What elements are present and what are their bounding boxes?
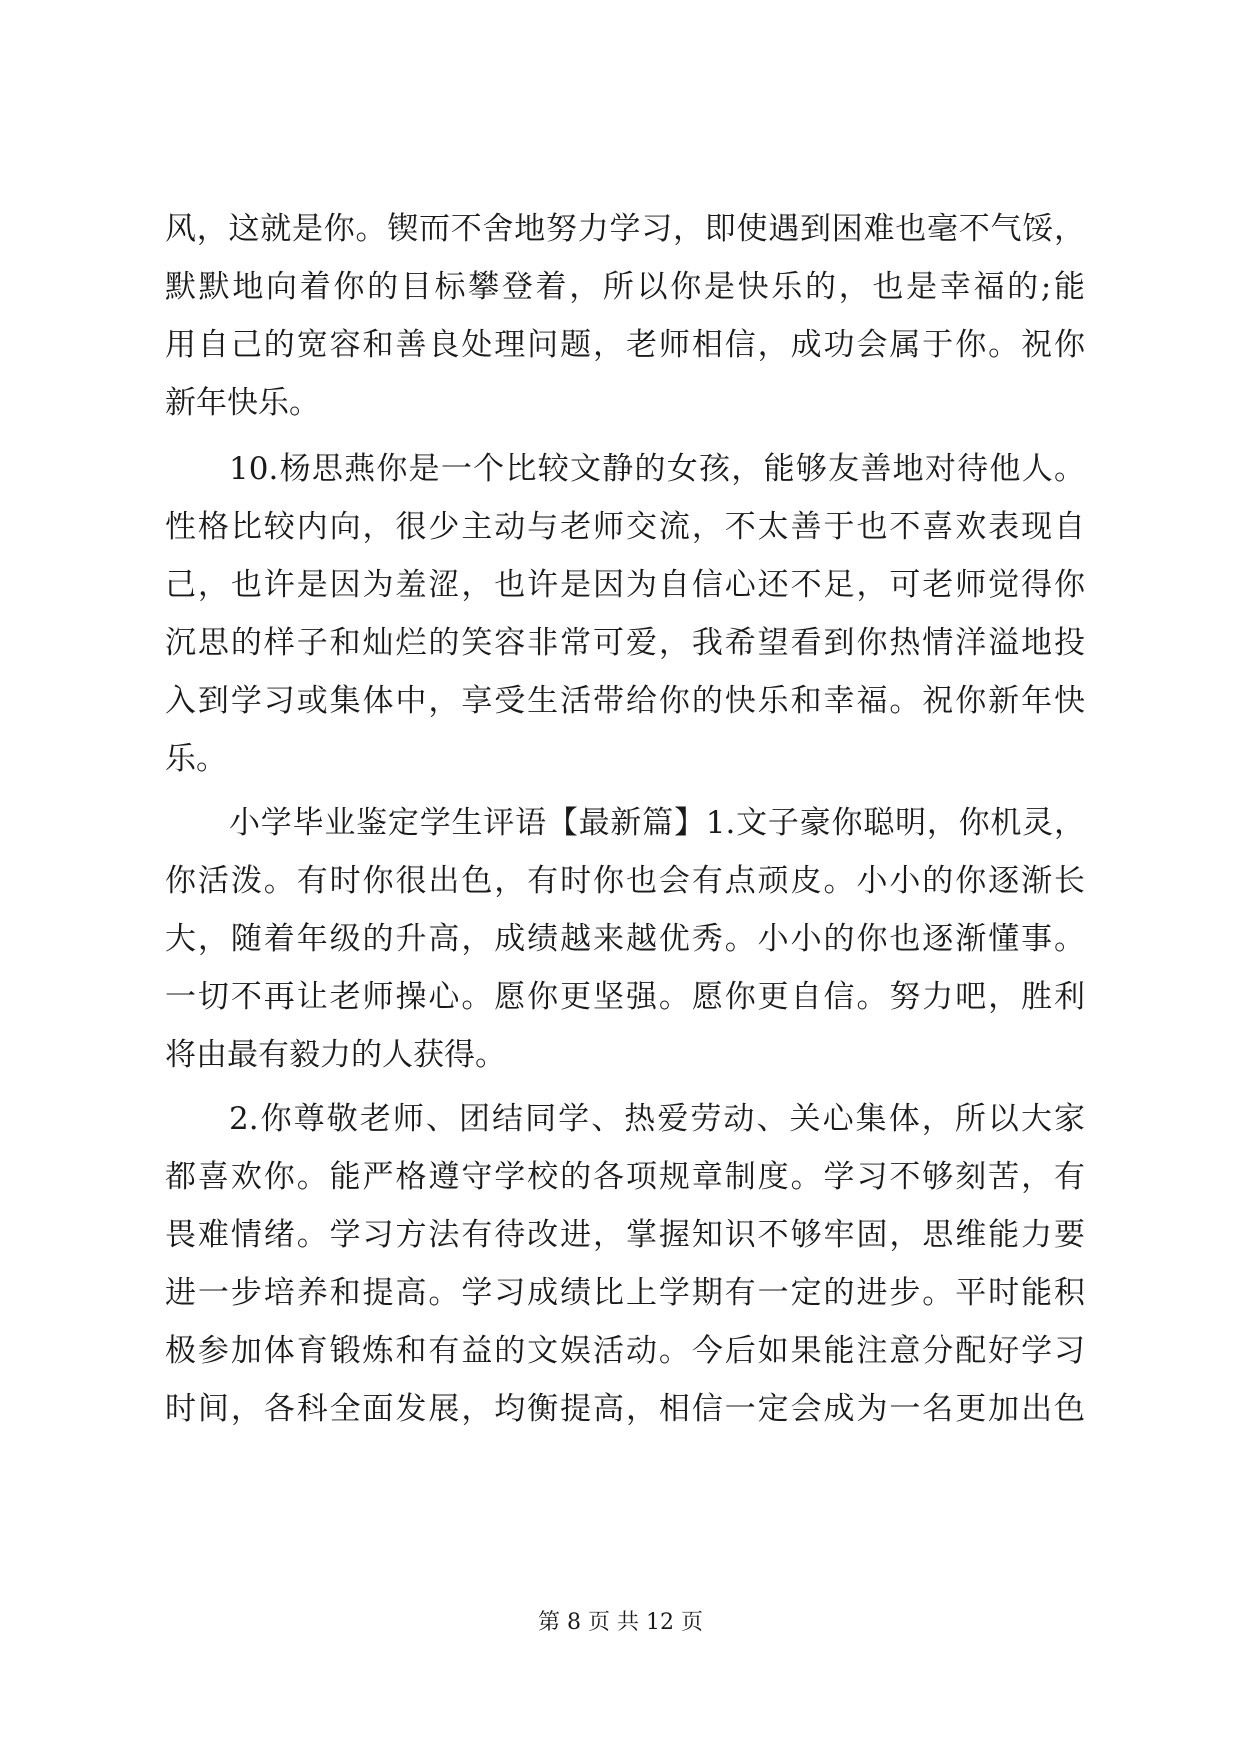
text-line: 默默地向着你的目标攀登着，所以你是快乐的，也是幸福的;能 xyxy=(165,269,1085,305)
text-line: 性格比较内向，很少主动与老师交流，不太善于也不喜欢表现自 xyxy=(165,509,1085,545)
text-line: 将由最有毅力的人获得。 xyxy=(165,1037,506,1073)
text-line: 用自己的宽容和善良处理问题，老师相信，成功会属于你。祝你 xyxy=(165,327,1085,363)
text-line: 沉思的样子和灿烂的笑容非常可爱，我希望看到你热情洋溢地投 xyxy=(165,625,1085,661)
text-line: 都喜欢你。能严格遵守学校的各项规章制度。学习不够刻苦，有 xyxy=(165,1159,1085,1195)
text-line: 风，这就是你。锲而不舍地努力学习，即使遇到困难也毫不气馁， xyxy=(165,211,1085,247)
text-line: 一切不再让老师操心。愿你更坚强。愿你更自信。努力吧，胜利 xyxy=(165,979,1085,1015)
text-line: 大，随着年级的升高，成绩越来越优秀。小小的你也逐渐懂事。 xyxy=(165,921,1085,957)
text-line: 进一步培养和提高。学习成绩比上学期有一定的进步。平时能积 xyxy=(165,1275,1085,1311)
page-footer: 第 8 页 共 12 页 xyxy=(538,1610,703,1635)
text-line: 2.你尊敬老师、团结同学、热爱劳动、关心集体，所以大家 xyxy=(229,1101,1085,1137)
text-line: 畏难情绪。学习方法有待改进，掌握知识不够牢固，思维能力要 xyxy=(165,1217,1085,1253)
text-line: 小学毕业鉴定学生评语【最新篇】1.文子豪你聪明，你机灵， xyxy=(229,805,1085,841)
text-line: 乐。 xyxy=(165,741,227,777)
text-line: 你活泼。有时你很出色，有时你也会有点顽皮。小小的你逐渐长 xyxy=(165,863,1085,899)
text-line: 入到学习或集体中，享受生活带给你的快乐和幸福。祝你新年快 xyxy=(165,683,1085,719)
text-line: 时间，各科全面发展，均衡提高，相信一定会成为一名更加出色 xyxy=(165,1391,1085,1427)
text-line: 己，也许是因为羞涩，也许是因为自信心还不足，可老师觉得你 xyxy=(165,567,1085,603)
text-line: 新年快乐。 xyxy=(165,385,320,421)
text-line: 极参加体育锻炼和有益的文娱活动。今后如果能注意分配好学习 xyxy=(165,1333,1085,1369)
text-line: 10.杨思燕你是一个比较文静的女孩，能够友善地对待他人。 xyxy=(229,451,1085,487)
